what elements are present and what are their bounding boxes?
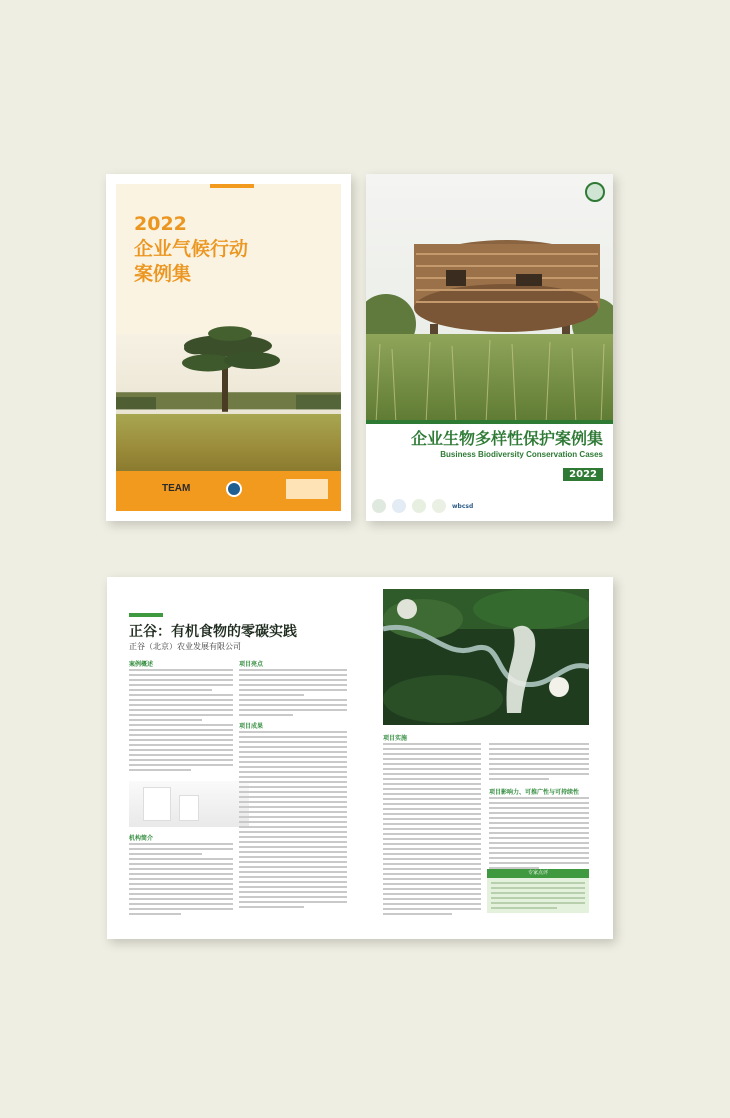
partner-logo bbox=[286, 479, 328, 499]
wooden-building-photo bbox=[366, 174, 613, 424]
cover1-inner bbox=[116, 184, 341, 511]
body-text-block bbox=[239, 731, 347, 911]
section-project-results: 项目成果 bbox=[239, 723, 264, 730]
body-text-block bbox=[129, 843, 233, 918]
title-year: 2022 bbox=[134, 213, 187, 235]
spread-subhead: 正谷（北京）农业发展有限公司 bbox=[129, 642, 241, 651]
product-box bbox=[143, 787, 171, 821]
section-project-implementation: 项目实施 bbox=[383, 735, 408, 742]
sponsor-logo-icon bbox=[392, 499, 406, 513]
sponsor-logo-icon bbox=[412, 499, 426, 513]
section-org-intro: 机构简介 bbox=[129, 835, 154, 842]
orange-tab bbox=[210, 184, 254, 188]
title-line-1: 企业气候行动 bbox=[134, 238, 249, 260]
case-study-spread bbox=[107, 577, 613, 939]
biodiversity-cover bbox=[366, 174, 613, 521]
publisher-badge-icon bbox=[585, 182, 605, 202]
expert-review-heading: 专家点评 bbox=[487, 869, 589, 878]
body-text-block bbox=[129, 669, 233, 774]
product-box-small bbox=[179, 795, 199, 821]
sponsor-logo-icon bbox=[432, 499, 446, 513]
wbcsd-logo: wbcsd bbox=[452, 502, 474, 510]
body-text-block bbox=[489, 743, 589, 783]
section-project-highlights: 项目亮点 bbox=[239, 661, 264, 668]
expert-review-box bbox=[487, 869, 589, 913]
cover2-title-en: Business Biodiversity Conservation Cases bbox=[440, 450, 603, 459]
climate-action-cover bbox=[106, 174, 351, 521]
section-project-impact: 项目影响力、可推广性与可持续性 bbox=[489, 789, 580, 796]
accent-bar bbox=[129, 613, 163, 617]
grass-field bbox=[116, 414, 341, 472]
cover2-title-cn: 企业生物多样性保护案例集 bbox=[410, 429, 603, 448]
sponsor-logo-icon bbox=[372, 499, 386, 513]
body-text-block bbox=[239, 669, 347, 719]
river-forest-photo bbox=[383, 589, 589, 725]
title-line-2: 案例集 bbox=[134, 263, 192, 285]
body-text-block bbox=[383, 743, 481, 918]
cover1-footer bbox=[116, 471, 341, 511]
tree-illustration bbox=[116, 314, 341, 424]
body-text-block bbox=[489, 797, 589, 872]
cover1-title bbox=[134, 212, 248, 287]
section-case-overview: 案例概述 bbox=[129, 661, 154, 668]
spread-headline: 正谷：有机食物的零碳实践 bbox=[129, 624, 297, 640]
year-badge: 2022 bbox=[563, 468, 603, 481]
product-photo bbox=[129, 781, 249, 827]
org-logo-circle bbox=[226, 481, 242, 497]
expert-review-text bbox=[491, 882, 585, 912]
sponsor-logos bbox=[372, 499, 473, 513]
team-logo: TEAM bbox=[162, 483, 191, 494]
